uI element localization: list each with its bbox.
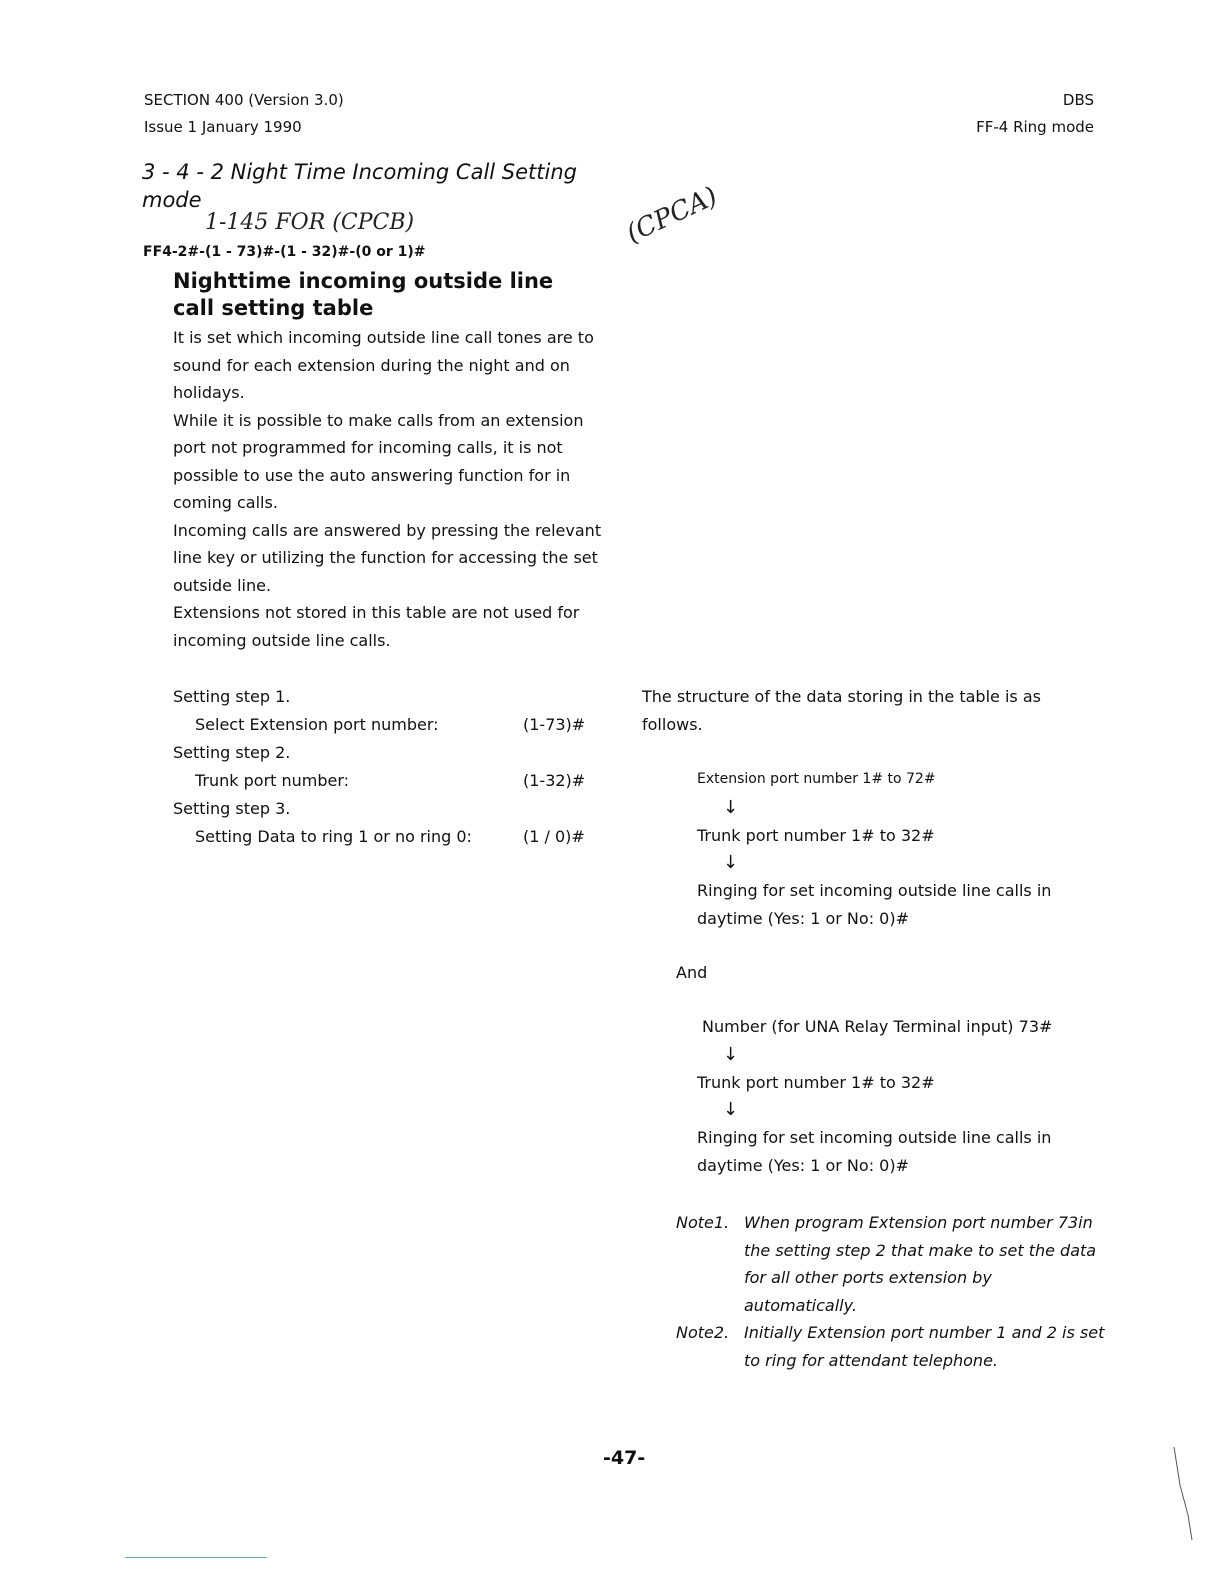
handwritten-note: 1-145 FOR (CPCB) (205, 210, 415, 235)
step-desc: Select Extension port number: (195, 715, 439, 734)
down-arrow-icon: ↓ (723, 852, 739, 873)
header-right (976, 87, 1094, 141)
structure-flow-1 (697, 766, 1087, 932)
and-label: And (676, 963, 708, 982)
handwritten-mark: (CPCA) (622, 181, 723, 250)
step-row (173, 823, 603, 851)
mode-label: FF-4 Ring mode (976, 118, 1094, 136)
setting-steps (173, 683, 603, 851)
flow-item: Ringing for set incoming outside line calls in daytime (Yes: 1 or No: 0)# (697, 1128, 1052, 1175)
description (173, 324, 605, 654)
page-number: -47- (603, 1447, 646, 1469)
table-subtitle: Nighttime incoming outside line call setting table (173, 269, 554, 320)
step-desc: Setting Data to ring 1 or no ring 0: (195, 827, 472, 846)
command-code: FF4-2#-(1 - 73)#-(1 - 32)#-(0 or 1)# (143, 244, 426, 260)
header-left (144, 87, 344, 141)
step-desc: Trunk port number: (195, 771, 350, 790)
structure-flow-2 (697, 1013, 1097, 1179)
scan-mark (1170, 1445, 1200, 1545)
step-label: Setting step 2. (173, 743, 291, 762)
page-title: 3 - 4 - 2 Night Time Incoming Call Setting mode (142, 160, 577, 212)
step-row (173, 767, 603, 795)
structure-intro: The structure of the data storing in the table is as follows. (642, 687, 1041, 734)
scan-line (125, 1557, 267, 1558)
system-label: DBS (1062, 91, 1094, 109)
step-label: Setting step 3. (173, 799, 291, 818)
step-value: (1-32)# (523, 771, 586, 790)
flow-item: Ringing for set incoming outside line calls in daytime (Yes: 1 or No: 0)# (697, 881, 1052, 928)
issue-date: Issue 1 January 1990 (144, 118, 302, 136)
flow-item: Trunk port number 1# to 32# (697, 1072, 935, 1092)
down-arrow-icon: ↓ (723, 796, 739, 818)
step-label: Setting step 1. (173, 687, 291, 706)
section-label: SECTION 400 (Version 3.0) (144, 91, 344, 109)
paragraph: It is set which incoming outside line call tones are to sound for each extension during the night and on holidays. (173, 328, 594, 402)
note (676, 1209, 1116, 1319)
note-text: When program Extension port number 73in the setting step 2 that make to set the data for all other ports extension by automatically. (744, 1213, 1097, 1315)
down-arrow-icon: ↓ (723, 1099, 739, 1120)
step-row (173, 711, 603, 739)
paragraph: Incoming calls are answered by pressing the relevant line key or utilizing the function for accessing the set outside line. (173, 520, 602, 595)
note-label: Note2. (676, 1323, 730, 1342)
flow-item: Trunk port number 1# to 32# (697, 825, 935, 845)
step-value: (1 / 0)# (523, 827, 585, 846)
note-label: Note1. (676, 1213, 730, 1232)
flow-item: Number (for UNA Relay Terminal input) 73# (702, 1017, 1053, 1036)
paragraph: Extensions not stored in this table are not used for incoming outside line calls. (173, 603, 580, 650)
down-arrow-icon: ↓ (723, 1043, 739, 1065)
paragraph: While it is possible to make calls from an extension port not programmed for incoming calls, it is not possible to use the auto answering function for in coming calls. (173, 410, 584, 512)
note (676, 1319, 1116, 1374)
step-value: (1-73)# (523, 715, 586, 734)
flow-item: Extension port number 1# to 72# (697, 771, 936, 787)
note-text: Initially Extension port number 1 and 2 is set to ring for attendant telephone. (744, 1323, 1105, 1370)
notes (676, 1209, 1116, 1374)
